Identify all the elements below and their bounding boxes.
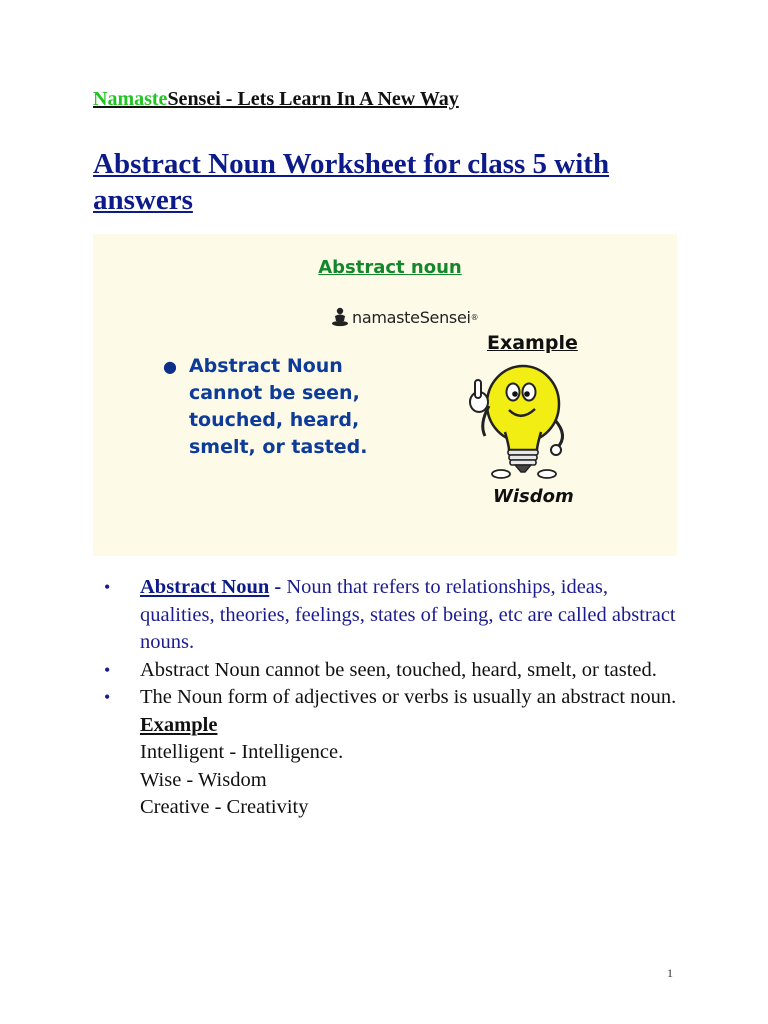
term-dash: - bbox=[269, 576, 287, 598]
bullet-dot-icon: • bbox=[104, 659, 111, 680]
banner-example-label: Example bbox=[487, 332, 578, 354]
page-number: 1 bbox=[667, 966, 673, 980]
bullet-dot-icon: ● bbox=[163, 357, 177, 376]
lightbulb-character-icon bbox=[465, 362, 577, 480]
example-line: Intelligent - Intelligence. bbox=[140, 741, 344, 763]
abstract-noun-term: Abstract Noun bbox=[140, 576, 270, 598]
list-item bbox=[104, 657, 684, 685]
example-line: Creative - Creativity bbox=[140, 796, 309, 818]
banner-heading: Abstract noun bbox=[318, 257, 462, 278]
document-title: Abstract Noun Worksheet for class 5 with answers bbox=[93, 148, 610, 216]
banner-bullet-text: Abstract Noun cannot be seen, touched, heard, smelt, or tasted. bbox=[188, 355, 368, 458]
logo-registered-mark: ® bbox=[470, 312, 479, 322]
list-item-text: Abstract Noun cannot be seen, touched, heard, smelt, or tasted. bbox=[140, 658, 657, 681]
example-heading: Example bbox=[140, 713, 218, 736]
site-header[interactable] bbox=[93, 88, 459, 111]
site-tagline: - Lets Learn In A New Way bbox=[220, 88, 459, 110]
banner-bullet bbox=[163, 353, 393, 461]
abstract-noun-definition: Noun that refers to relationships, ideas, qualities, theories, feelings, states of being, etc are called abstract nouns. bbox=[140, 576, 676, 653]
example-line: Wise - Wisdom bbox=[140, 768, 267, 791]
bullet-dot-icon: • bbox=[104, 577, 111, 597]
brand-name-namaste: Namaste bbox=[93, 88, 168, 110]
brand-name-sensei: Sensei bbox=[167, 88, 221, 110]
meditating-person-logo-icon bbox=[331, 307, 349, 327]
list-item bbox=[104, 684, 684, 822]
notes-list bbox=[104, 574, 684, 822]
abstract-noun-banner bbox=[93, 234, 677, 556]
logo-text: namasteSensei bbox=[352, 307, 471, 327]
bullet-dot-icon: • bbox=[104, 687, 111, 707]
namastesensei-logo bbox=[331, 306, 479, 328]
list-item bbox=[104, 574, 684, 657]
banner-example-word: Wisdom bbox=[493, 486, 574, 507]
list-item-text: The Noun form of adjectives or verbs is usually an abstract noun. bbox=[140, 686, 677, 708]
